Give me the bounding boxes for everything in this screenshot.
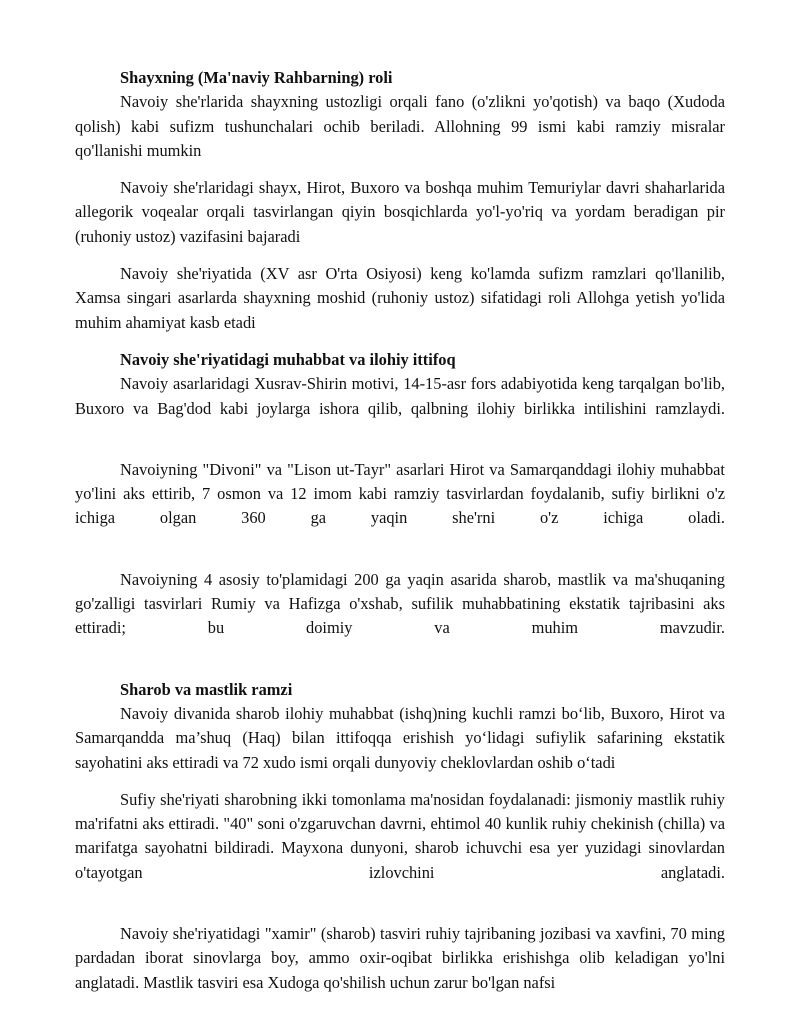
- section-heading: Navoiy she'riyatidagi muhabbat va ilohiy ittifoq: [120, 349, 456, 369]
- section-heading: Sharob va mastlik ramzi: [120, 679, 293, 699]
- section-heading: Shayxning (Ma'naviy Rahbarning) roli: [120, 68, 393, 87]
- document-page: [75, 66, 725, 995]
- paragraph: Navoiy divanida sharob ilohiy muhabbat (ishq)ning kuchli ramzi bo‘lib, Buxoro, Hirot va Samarqandda ma’shuq (Haq) bilan ittifoqqa erishish yo‘lidagi sufiylik safarining ekstatik sayohatini aks ettiradi va 72 xudo ismi orqali dunyoviy cheklovlardan oshib o‘tadi: [75, 703, 725, 772]
- paragraph: Navoiy she'rlaridagi shayx, Hirot, Buxoro va boshqa muhim Temuriylar davri shaharlarida allegorik voqealar orqali tasvirlangan qiyin bosqichlarda yo'l-yo'riq va yordam beradigan pir (ruhoniy ustoz) vazifasini bajaradi: [75, 178, 725, 246]
- paragraph: Navoiy she'riyatida (XV asr O'rta Osiyosi) keng ko'lamda sufizm ramzlari qo'llanilib, Xamsa singari asarlarda shayxning moshid (ruhoniy ustoz) sifatidagi roli Allohga yetish yo'lida muhim ahamiyat kasb etadi: [75, 264, 725, 332]
- paragraph: Navoiyning "Divoni" va "Lison ut-Tayr" asarlari Hirot va Samarqanddagi ilohiy muhabbat yo'lini aks ettirib, 7 osmon va 12 imom kabi ramziy tasvirlardan foydalanib, sufiy birlikni o'z ichiga olgan 360 ga yaqin she'rni o'z ichiga oladi.: [75, 459, 725, 528]
- paragraph: Navoiyning 4 asosiy to'plamidagi 200 ga yaqin asarida sharob, mastlik va ma'shuqaning go'zalligi tasvirlari Rumiy va Hafizga o'xshab, sufilik muhabbatining ekstatik tajribasini aks ettiradi; bu doimiy va muhim mavzudir.: [75, 569, 725, 638]
- paragraph: Sufiy she'riyati sharobning ikki tomonlama ma'nosidan foydalanadi: jismoniy mastlik ruhiy ma'rifatni aks ettiradi. "40" soni o'zgaruvchan davrni, ehtimol 40 kunlik ruhiy chekinish (chilla) va marifatga sayohatni bildiradi. Mayxona dunyoni, sharob ichuvchi esa yer yuzidagi sinovlardan o'tayotgan izlovchini anglatadi.: [75, 789, 725, 882]
- paragraph: Navoiy she'rlarida shayxning ustozligi orqali fano (o'zlikni yo'qotish) va baqo (Xudoda qolish) kabi sufizm tushunchalari ochib beriladi. Allohning 99 ismi kabi ramziy misralar qo'llanishi mumkin: [75, 92, 725, 160]
- paragraph: Navoiy asarlaridagi Xusrav-Shirin motivi, 14-15-asr fors adabiyotida keng tarqalgan bo'lib, Buxoro va Bag'dod kabi joylarga ishora qilib, qalbning ilohiy birlikka intilishini ramzlaydi.: [75, 374, 725, 418]
- paragraph: Navoiy she'riyatidagi "xamir" (sharob) tasviri ruhiy tajribaning jozibasi va xavfini, 70 ming pardadan iborat sinovlarga boy, ammo oxir-oqibat birlikka erishishga olib keladigan yo'lni anglatadi. Mastlik tasviri esa Xudoga qo'shilish uchun zarur bo'lgan nafsi: [75, 924, 725, 992]
